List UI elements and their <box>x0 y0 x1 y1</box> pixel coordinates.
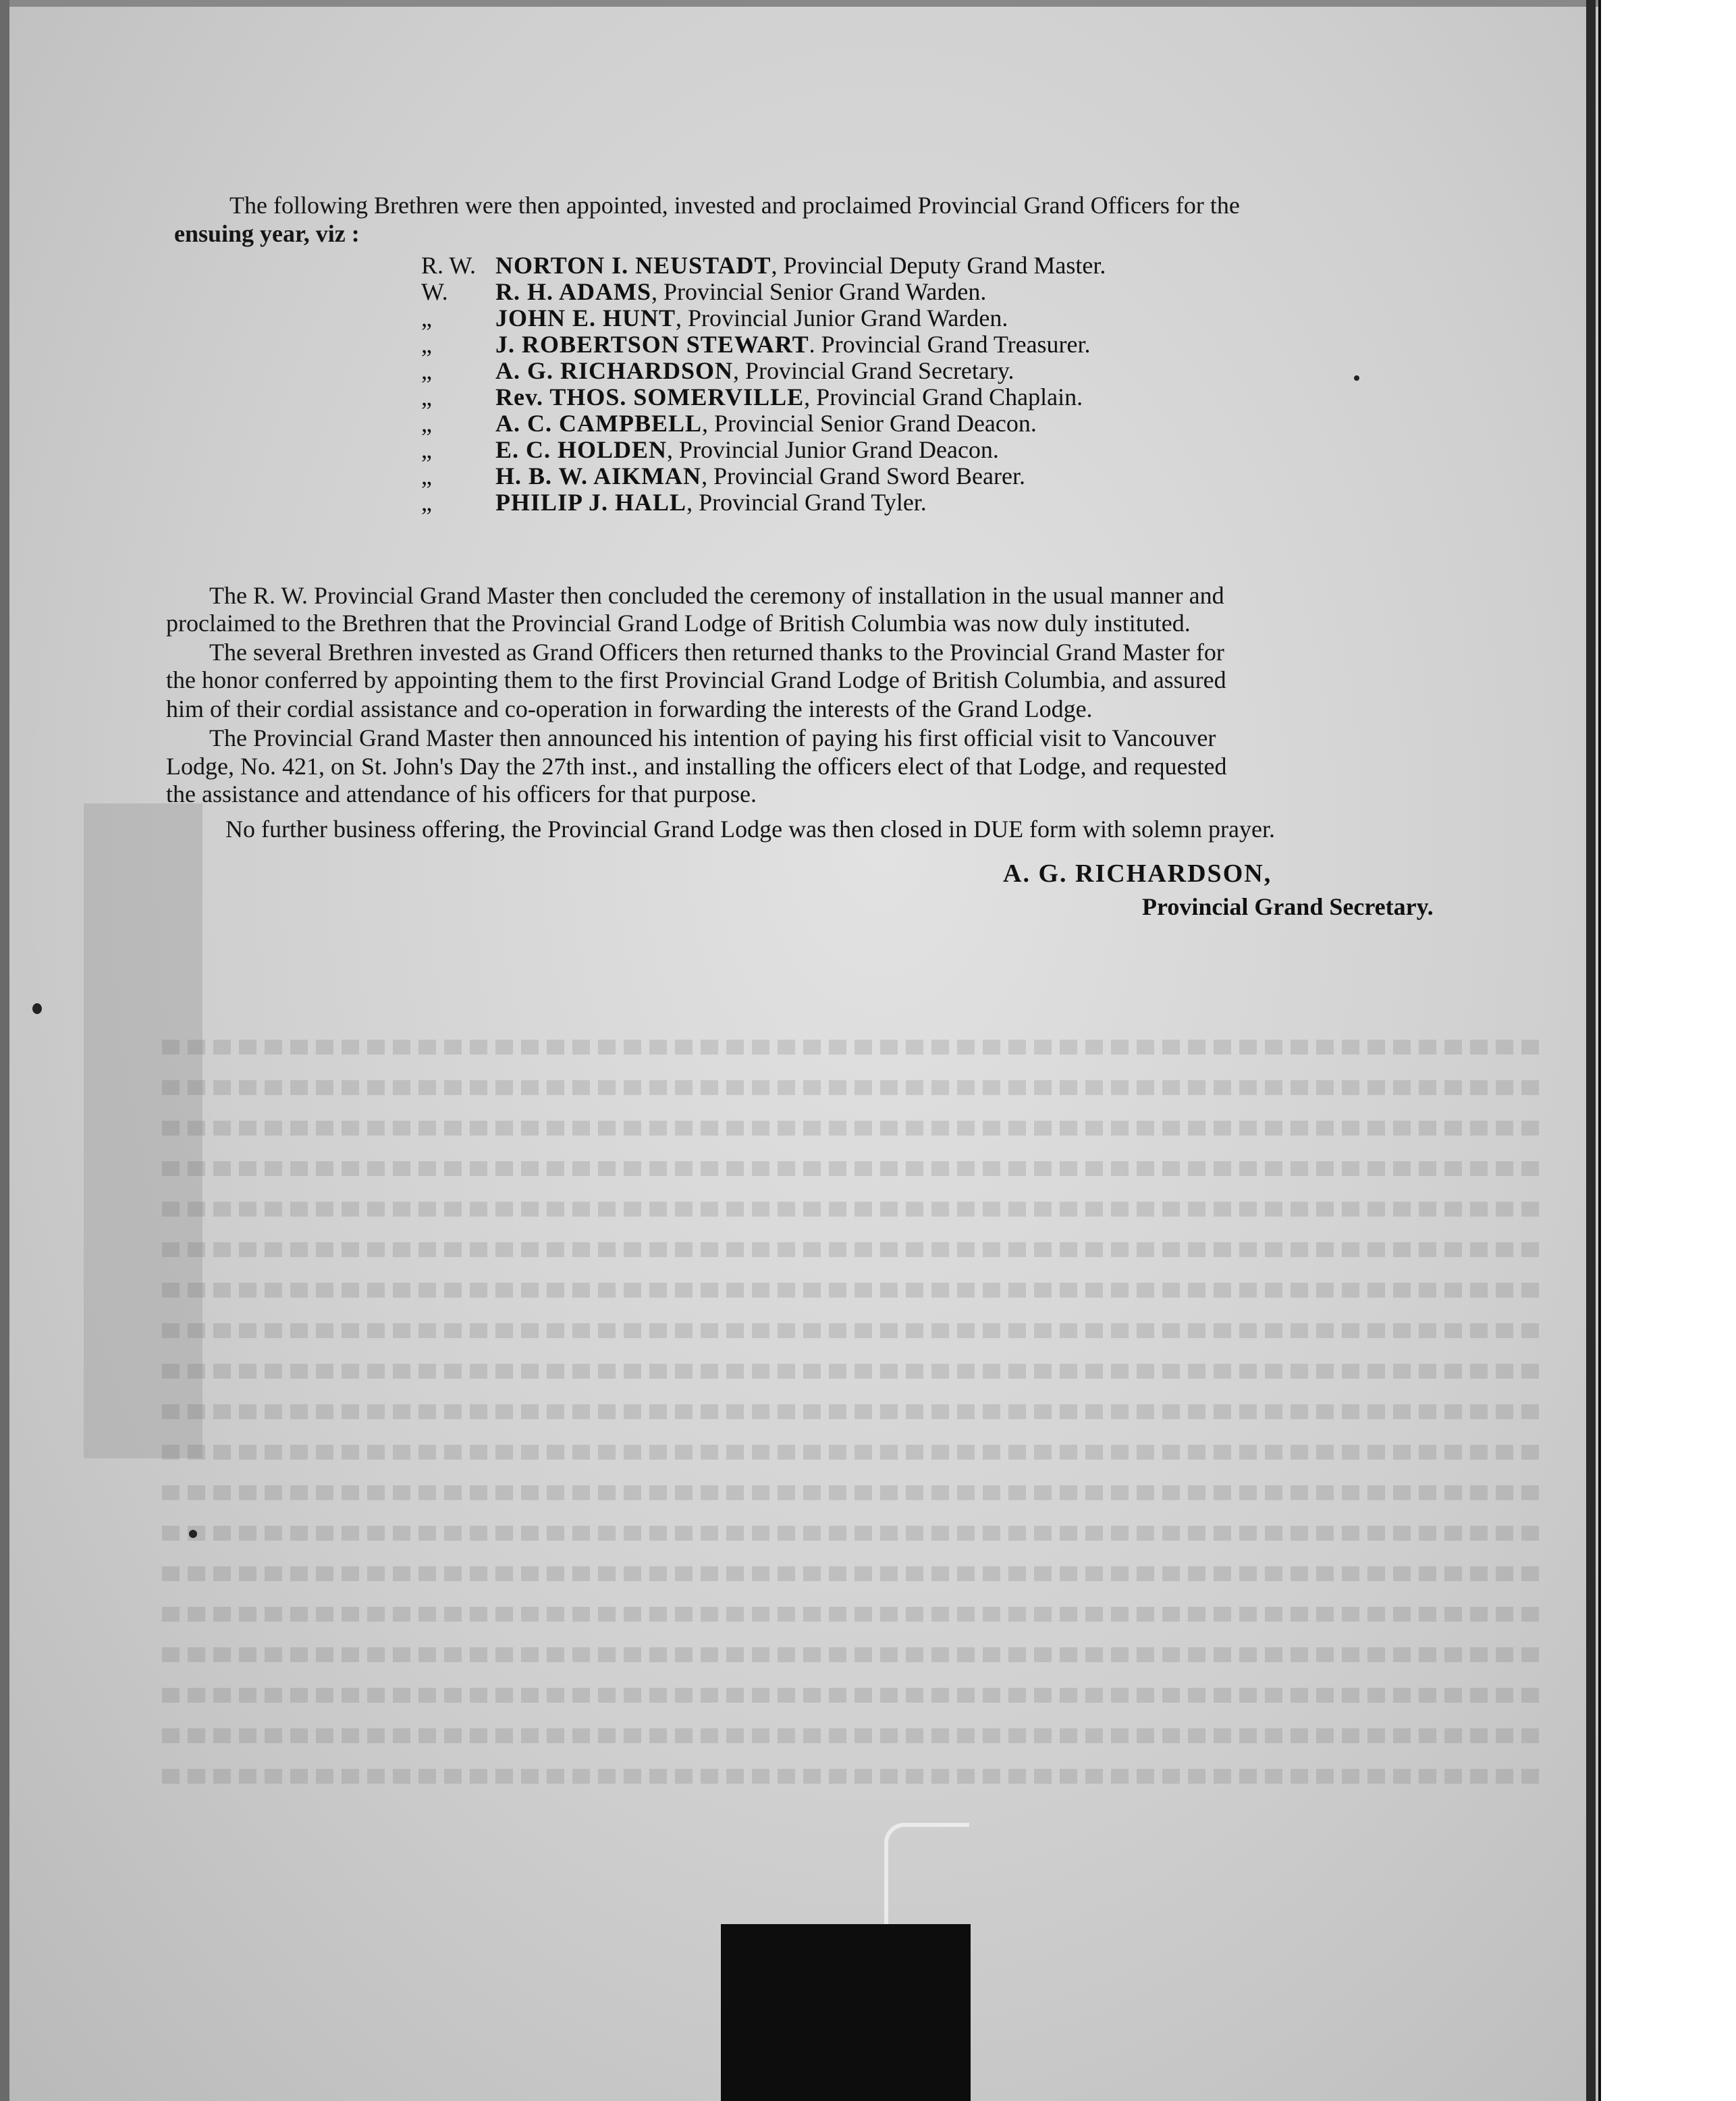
officer-name: NORTON I. NEUSTADT <box>495 252 771 279</box>
ink-speck <box>32 1003 42 1014</box>
bleed-through-line <box>162 1485 1546 1500</box>
officer-prefix: „ <box>421 383 432 410</box>
officer-name: R. H. ADAMS <box>495 278 652 305</box>
bleed-through-line <box>162 1283 1546 1298</box>
bleed-through-line <box>162 1364 1546 1379</box>
bleed-through-line <box>162 1566 1546 1581</box>
signature-title: Provincial Grand Secretary. <box>1142 893 1434 920</box>
bleed-through-line <box>162 1445 1546 1460</box>
officer-name: J. ROBERTSON STEWART <box>495 331 809 358</box>
officer-office: , Provincial Junior Grand Deacon. <box>667 436 999 463</box>
officer-name: Rev. THOS. SOMERVILLE <box>495 383 805 410</box>
officer-name: JOHN E. HUNT <box>495 304 676 331</box>
paragraph-thanks-line-3: him of their cordial assistance and co-operation in forwarding the interests of the Grand Lodge. <box>166 695 1093 722</box>
page-right-border-line <box>1598 0 1601 2101</box>
paragraph-visit-line-3: the assistance and attendance of his officers for that purpose. <box>166 780 757 807</box>
officers-list <box>421 252 1106 516</box>
officer-row <box>421 463 1106 489</box>
bleed-through-line <box>162 1242 1546 1257</box>
officer-office: , Provincial Junior Grand Warden. <box>676 304 1008 331</box>
bleed-through-line <box>162 1607 1546 1622</box>
officer-row <box>421 489 1106 516</box>
paragraph-visit-line-2: Lodge, No. 421, on St. John's Day the 27th inst., and installing the officers elect of that Lodge, and requested <box>166 753 1227 780</box>
officer-row <box>421 279 1106 305</box>
officer-name: PHILIP J. HALL <box>495 489 687 516</box>
officer-prefix: „ <box>421 489 432 516</box>
bleed-through-line <box>162 1080 1546 1095</box>
officer-office: , Provincial Grand Tyler. <box>686 489 927 516</box>
officer-prefix: „ <box>421 410 432 437</box>
officer-office: , Provincial Grand Chaplain. <box>804 383 1083 410</box>
officer-prefix: „ <box>421 304 432 331</box>
tape-mark <box>884 1823 969 1935</box>
officer-prefix: „ <box>421 462 432 489</box>
bleed-through-line <box>162 1323 1546 1338</box>
bleed-through-line <box>162 1647 1546 1662</box>
officer-prefix: R. W. <box>421 252 477 279</box>
binding-tape <box>721 1924 971 2101</box>
bleed-through-line <box>162 1121 1546 1136</box>
page-left-edge <box>0 0 9 2101</box>
bleed-through-line <box>162 1688 1546 1703</box>
officer-row <box>421 384 1106 410</box>
bleed-through-line <box>162 1161 1546 1176</box>
bleed-through-line <box>162 1769 1546 1784</box>
officer-name: A. C. CAMPBELL <box>495 410 703 437</box>
officer-row <box>421 437 1106 463</box>
officer-prefix: „ <box>421 357 432 384</box>
paragraph-installation-line-2: proclaimed to the Brethren that the Provincial Grand Lodge of British Columbia was now duly instituted. <box>166 610 1191 637</box>
signature-name: A. G. RICHARDSON, <box>1003 859 1272 888</box>
officer-name: A. G. RICHARDSON <box>495 357 734 384</box>
bleed-through-line <box>162 1728 1546 1743</box>
officer-name: H. B. W. AIKMAN <box>495 462 702 489</box>
officer-row <box>421 331 1106 358</box>
officer-prefix: „ <box>421 436 432 463</box>
officer-office: . Provincial Grand Treasurer. <box>809 331 1091 358</box>
officer-row <box>421 358 1106 384</box>
officer-office: , Provincial Deputy Grand Master. <box>771 252 1106 279</box>
officer-office: , Provincial Senior Grand Deacon. <box>702 410 1037 437</box>
officer-row <box>421 305 1106 331</box>
bleed-through-line <box>162 1202 1546 1217</box>
officer-prefix: „ <box>421 331 432 358</box>
officer-office: , Provincial Grand Sword Bearer. <box>701 462 1025 489</box>
paragraph-visit-line-1: The Provincial Grand Master then announced his intention of paying his first official visit to Vancouver <box>209 724 1216 751</box>
officer-office: , Provincial Senior Grand Warden. <box>651 278 987 305</box>
page-top-edge <box>0 0 1601 7</box>
paragraph-installation-line-1: The R. W. Provincial Grand Master then concluded the ceremony of installation in the usual manner and <box>209 582 1224 609</box>
officer-row <box>421 252 1106 279</box>
intro-line-2: ensuing year, viz : <box>174 220 360 247</box>
officer-prefix: W. <box>421 278 448 305</box>
ink-speck <box>1354 375 1359 381</box>
paragraph-thanks-line-1: The several Brethren invested as Grand Officers then returned thanks to the Provincial Grand Master for <box>209 639 1224 666</box>
paragraph-thanks-line-2: the honor conferred by appointing them to the first Provincial Grand Lodge of British Columbia, and assured <box>166 666 1226 693</box>
page-right-edge <box>1586 0 1596 2101</box>
officer-name: E. C. HOLDEN <box>495 436 668 463</box>
bleed-through-line <box>162 1040 1546 1055</box>
paragraph-closing: No further business offering, the Provincial Grand Lodge was then closed in DUE form with solemn prayer. <box>225 816 1275 843</box>
bleed-through-line <box>162 1526 1546 1541</box>
ink-speck <box>189 1530 197 1538</box>
bleed-through-line <box>162 1404 1546 1419</box>
officer-row <box>421 410 1106 437</box>
intro-line-1: The following Brethren were then appointed, invested and proclaimed Provincial Grand Officers for the <box>229 192 1240 219</box>
officer-office: , Provincial Grand Secretary. <box>733 357 1014 384</box>
